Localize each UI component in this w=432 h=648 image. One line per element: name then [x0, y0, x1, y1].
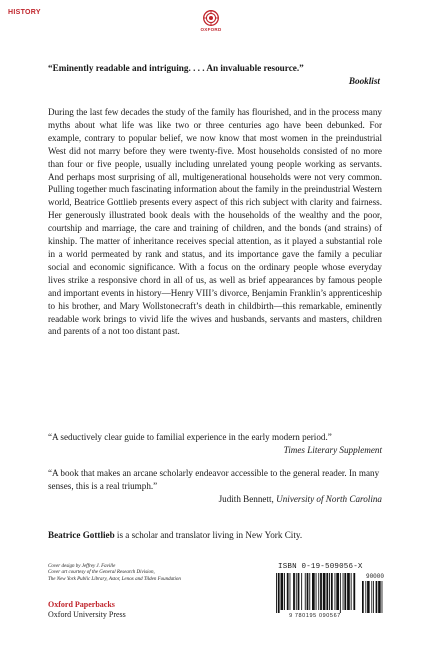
barcode-bar: [353, 573, 355, 610]
barcode-bar: [290, 573, 291, 610]
barcode-bar: [301, 573, 302, 610]
barcode-bar: [281, 573, 284, 610]
book-description: During the last few decades the study of the family has flourished, and in the process many myths about what life was like two or three centuries ago have been debunked. For example, contrary to popular belief, we now know that most women in the preindustrial West did not marry before they were twenty-five. Most households consisted of no more than four or five people, usually including unrelated young people working as servants. And perhaps most surprising of all, multigenerational households were not very common. Pulling together much fascinating information about the family in the preindustrial Western world, Beatrice Gottlieb presents every aspect of this rich subject with clarity and fairness. Her generously illustrated book deals with the households of the wealthy and the poor, courtship and marriage, the care and training of children, and the bonds (and strains) of kinship. The matter of inheritance receives special attention, as it played a substantial role in a world permeated by rank and status, and its importance gave the family a peculiar social and economic significance. With a focus on the ordinary people whose everyday lives strike a responsive chord in all of us, as well as brief appearances by famous people and important events in history—Henry VIII’s divorce, Benjamin Franklin’s apprenticeship to his brother, and Mary Wollstonecraft’s death in childbirth—this remarkable, eminently readable work brings to vivid life the wives and husbands, servants and masters, children and parents of a not too distant past.: [48, 107, 382, 337]
barcode-icon: [274, 573, 386, 615]
category-label: HISTORY: [8, 9, 41, 16]
logo-wordmark: OXFORD: [200, 27, 222, 32]
cover-art-credit-2: The New York Public Library, Astor, Lenox and Tilden Foundation: [48, 576, 181, 582]
imprint-name: Oxford Paperbacks: [48, 600, 115, 609]
barcode-bar: [305, 573, 306, 610]
lead-review-text: “Eminently readable and intriguing. . . . An invaluable resource.”: [48, 63, 304, 73]
barcode-addon-bar: [362, 581, 364, 613]
isbn-block: [274, 563, 386, 625]
barcode-bar: [298, 573, 300, 610]
lead-review-source: Booklist: [348, 76, 380, 86]
review-quote: [48, 431, 382, 457]
review-quote-source: [48, 493, 382, 506]
barcode-addon-bar: [373, 581, 374, 613]
publisher-block: [48, 600, 126, 620]
barcode-addon-bar: [371, 581, 372, 613]
lead-review: [48, 62, 380, 88]
barcode-bar: [347, 573, 350, 610]
barcode-bar: [316, 573, 317, 610]
barcode-bar: [343, 573, 344, 610]
oxford-seal-icon: [203, 10, 219, 26]
barcode-bar: [284, 573, 285, 610]
review-source-name: University of North Carolina: [276, 493, 382, 504]
barcode-bar: [323, 573, 326, 610]
cover-design-credit: Cover design by Jeffrey J. Faville: [48, 564, 116, 569]
barcode-number: 9 780195 090567: [289, 613, 341, 619]
barcode-bar: [307, 573, 309, 610]
oxford-logo: [200, 10, 222, 44]
review-quote: [48, 467, 382, 506]
barcode-bar: [287, 573, 289, 610]
barcode-bar: [340, 573, 341, 613]
cover-art-credit: Cover art courtesy of the General Research Division,: [48, 570, 155, 576]
barcode-bar: [278, 573, 280, 613]
author-name: Beatrice Gottlieb: [48, 530, 115, 540]
review-source-name: Times Literary Supplement: [283, 444, 382, 455]
barcode-bar: [309, 573, 310, 610]
barcode-bar: [335, 573, 336, 610]
barcode-bar: [331, 573, 333, 610]
barcode-bar: [344, 573, 346, 610]
author-bio-text: is a scholar and translator living in New York City.: [114, 530, 303, 540]
barcode-bar: [320, 573, 322, 610]
barcode-bar: [276, 573, 277, 613]
barcode-bar: [329, 573, 330, 610]
barcode-bar: [326, 573, 328, 610]
barcode-bar: [336, 573, 339, 610]
price-code: 90000: [365, 573, 384, 580]
review-quote-source: [48, 444, 382, 457]
barcode-bar: [351, 573, 352, 610]
barcode-addon-bar: [365, 581, 366, 613]
isbn-label: ISBN 0-19-509056-X: [278, 563, 363, 571]
barcode-addon-bar: [376, 581, 378, 613]
review-quote-text: “A book that makes an arcane scholarly endeavor accessible to the general reader. In many senses, this is a real triumph.”: [48, 468, 380, 491]
barcode-addon-bar: [382, 581, 383, 613]
barcode-bar: [318, 573, 319, 610]
barcode-addon-bar: [378, 581, 381, 613]
barcode-addon-bar: [367, 581, 370, 613]
review-quote-text: “A seductively clear guide to familial experience in the early modern period.”: [48, 432, 332, 442]
cover-credits: [48, 564, 248, 583]
barcode-bar: [293, 573, 295, 610]
author-bio: [48, 529, 382, 542]
barcode-bar: [312, 573, 315, 610]
review-source-person: Judith Bennett,: [218, 493, 277, 504]
barcode-bar: [296, 573, 297, 610]
publisher-name: Oxford University Press: [48, 610, 126, 619]
